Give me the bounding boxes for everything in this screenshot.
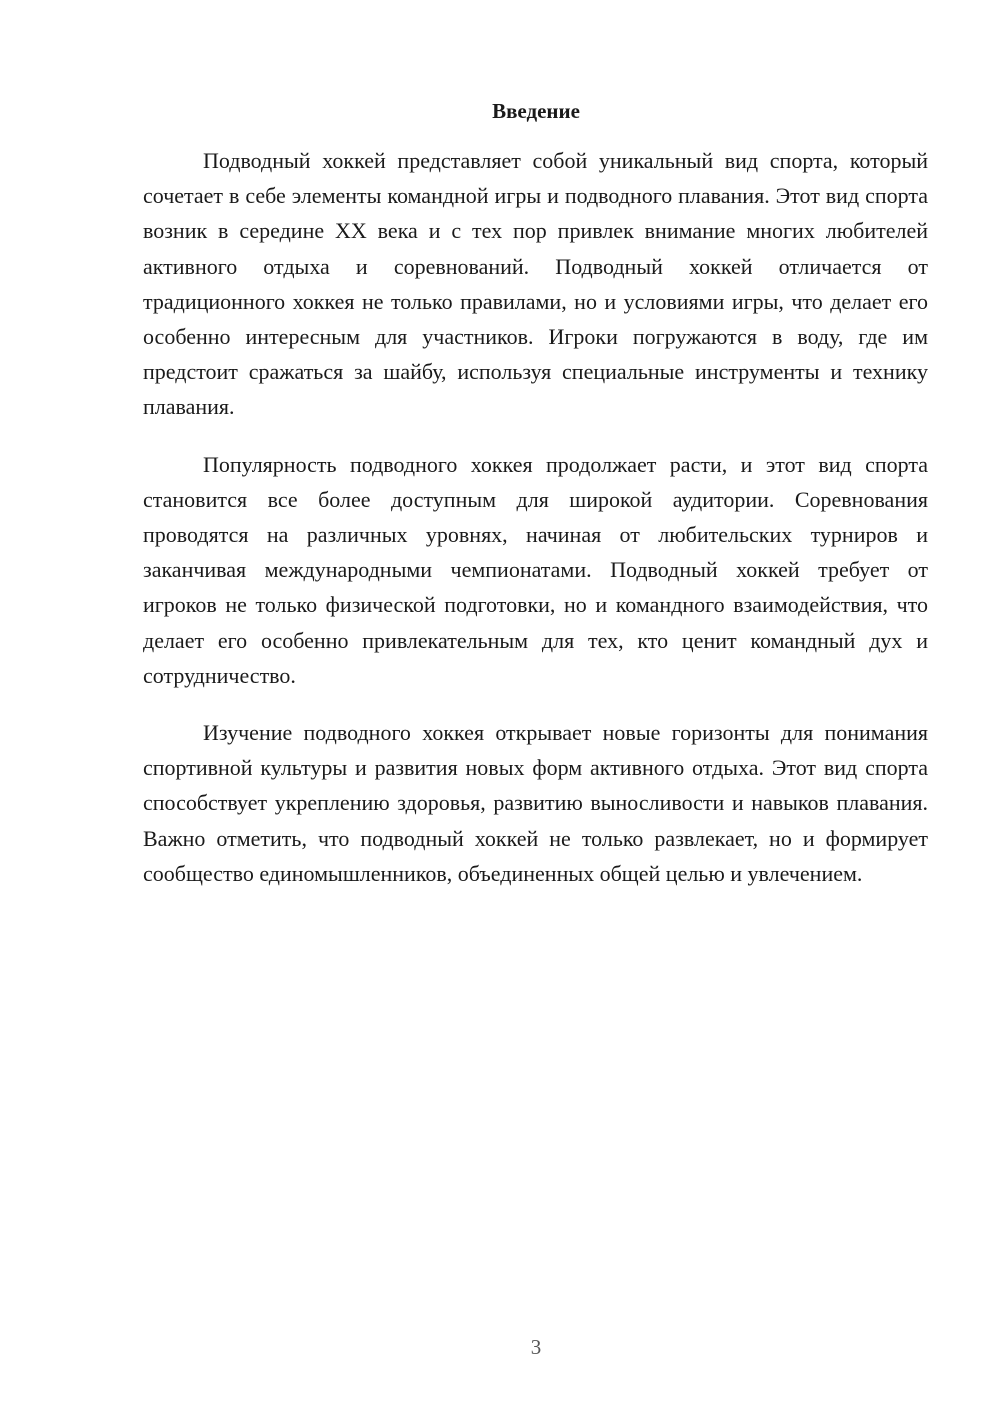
paragraph: Подводный хоккей представляет собой уникальный вид спорта, который сочетает в себе элементы командной игры и подводного плавания. Этот вид спорта возник в середине XX века и с тех пор привлек внимание многих любителей активного отдыха и соревнований. Подводный хоккей отличается от традиционного хоккея не только правилами, но и условиями игры, что делает его особенно интересным для участников. Игроки погружаются в воду, где им предстоит сражаться за шайбу, используя специальные инструменты и технику плавания. — [143, 148, 928, 420]
body-text — [143, 143, 928, 913]
paragraph: Популярность подводного хоккея продолжает расти, и этот вид спорта становится все более доступным для широкой аудитории. Соревнования проводятся на различных уровнях, начиная от любительских турниров и заканчивая международными чемпионатами. Подводный хоккей требует от игроков не только физической подготовки, но и командного взаимодействия, что делает его особенно привлекательным для тех, кто ценит командный дух и сотрудничество. — [143, 451, 928, 688]
paragraph: Изучение подводного хоккея открывает новые горизонты для понимания спортивной культуры и развития новых форм активного отдыха. Этот вид спорта способствует укреплению здоровья, развитию выносливости и навыков плавания. Важно отметить, что подводный хоккей не только развлекает, но и формирует сообщество единомышленников, объединенных общей целью и увлечением. — [143, 720, 928, 886]
page-number: 3 — [530, 1335, 542, 1359]
section-title: Введение — [492, 99, 580, 123]
